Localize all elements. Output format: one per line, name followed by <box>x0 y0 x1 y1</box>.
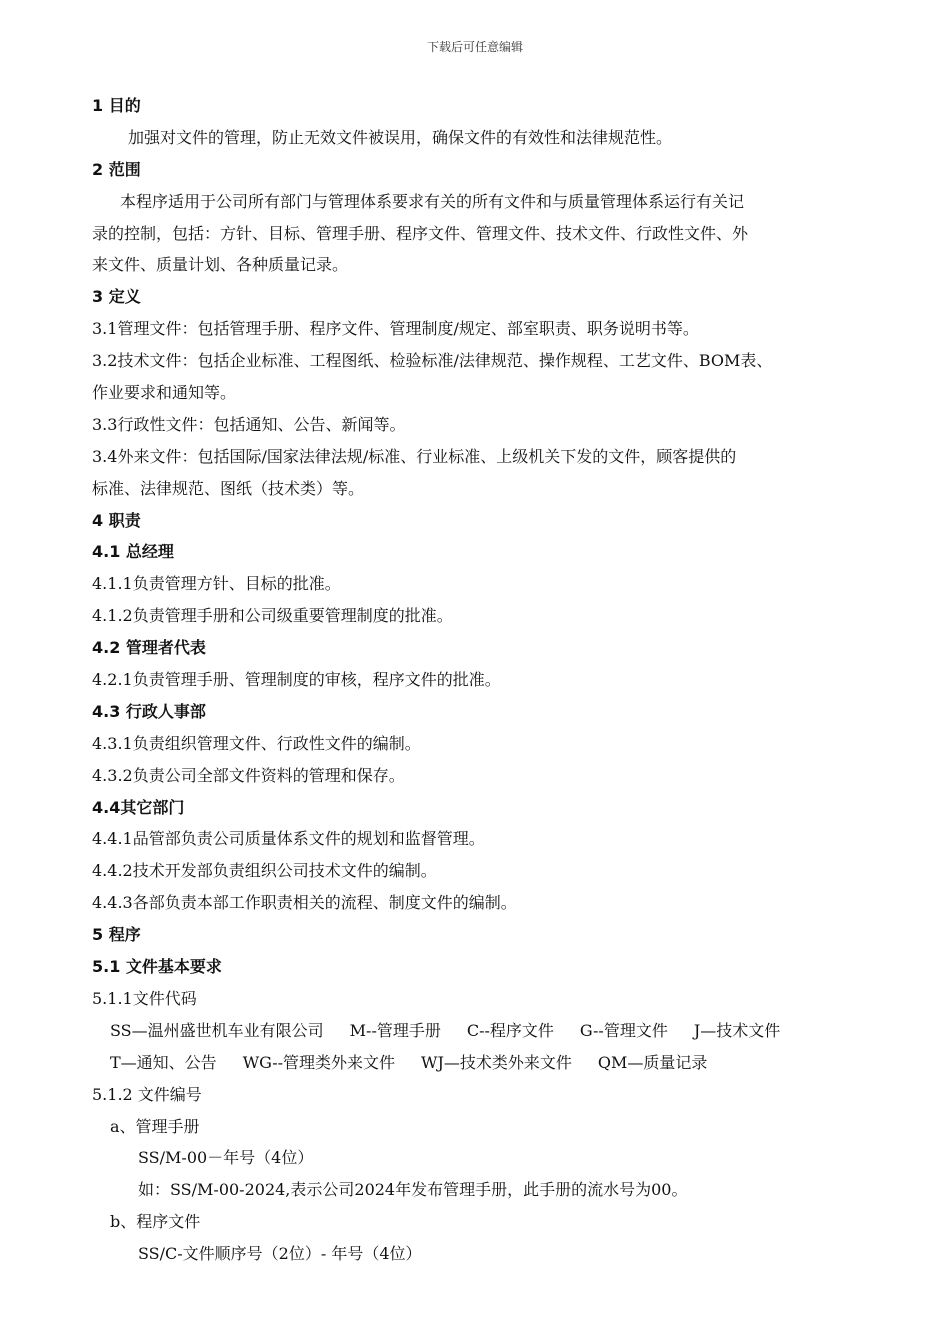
section-2-body-line-1: 本程序适用于公司所有部门与管理体系要求有关的所有文件和与质量管理体系运行有关记 <box>120 191 745 211</box>
code-wg: WG--管理类外来文件 <box>242 1052 396 1072</box>
code-g: G--管理文件 <box>579 1020 668 1040</box>
item-b-format: SS/C-文件顺序号（2位）- 年号（4位） <box>138 1244 422 1264</box>
item-4-3-2: 4.3.2负责公司全部文件资料的管理和保存。 <box>92 765 405 785</box>
code-m: M--管理手册 <box>349 1020 441 1040</box>
code-c: C--程序文件 <box>466 1020 554 1040</box>
document-body <box>92 90 892 1270</box>
section-2-body-line-2: 录的控制，包括：方针、目标、管理手册、程序文件、管理文件、技术文件、行政性文件、外 <box>92 223 749 243</box>
code-qm: QM—质量记录 <box>597 1052 708 1072</box>
code-j: J—技术文件 <box>693 1020 781 1040</box>
section-1-title: 1 目的 <box>92 96 141 115</box>
section-5-title: 5 程序 <box>92 925 141 945</box>
code-t: T—通知、公告 <box>110 1052 217 1072</box>
page-header: 下载后可任意编辑 <box>426 40 523 54</box>
item-3-2-line-2: 作业要求和通知等。 <box>92 383 237 403</box>
item-a-title: a、管理手册 <box>110 1116 200 1136</box>
section-4-title: 4 职责 <box>92 510 141 530</box>
subsection-4-3-title: 4.3 行政人事部 <box>92 701 206 721</box>
subsection-4-1-title: 4.1 总经理 <box>92 542 174 562</box>
item-4-1-1: 4.1.1负责管理方针、目标的批准。 <box>92 574 341 594</box>
item-3-1: 3.1管理文件：包括管理手册、程序文件、管理制度/规定、部室职责、职务说明书等。 <box>92 319 699 339</box>
item-5-1-2: 5.1.2 文件编号 <box>92 1084 202 1104</box>
codes-row-1 <box>92 1015 892 1047</box>
item-3-4-line-1: 3.4外来文件：包括国际/国家法律法规/标准、行业标准、上级机关下发的文件，顾客提供的 <box>92 446 737 466</box>
item-4-1-2: 4.1.2负责管理手册和公司级重要管理制度的批准。 <box>92 606 453 626</box>
item-5-1-1: 5.1.1文件代码 <box>92 988 197 1008</box>
section-1-body: 加强对文件的管理，防止无效文件被误用，确保文件的有效性和法律规范性。 <box>128 127 673 147</box>
section-3-title: 3 定义 <box>92 287 141 307</box>
item-4-2-1: 4.2.1负责管理手册、管理制度的审核，程序文件的批准。 <box>92 670 501 690</box>
item-a-example: 如：SS/M-00-2024,表示公司2024年发布管理手册，此手册的流水号为00。 <box>138 1180 688 1200</box>
item-b-title: b、程序文件 <box>110 1212 201 1232</box>
subsection-4-2-title: 4.2 管理者代表 <box>92 638 206 658</box>
item-3-4-line-2: 标准、法律规范、图纸（技术类）等。 <box>92 478 365 498</box>
item-4-4-3: 4.4.3各部负责本部工作职责相关的流程、制度文件的编制。 <box>92 893 517 913</box>
item-4-4-1: 4.4.1品管部负责公司质量体系文件的规划和监督管理。 <box>92 829 485 849</box>
subsection-5-1-title: 5.1 文件基本要求 <box>92 957 222 977</box>
item-3-3: 3.3行政性文件：包括通知、公告、新闻等。 <box>92 414 406 434</box>
item-a-format: SS/M-00－年号（4位） <box>138 1148 314 1168</box>
section-2-body-line-3: 来文件、质量计划、各种质量记录。 <box>92 255 349 275</box>
item-4-3-1: 4.3.1负责组织管理文件、行政性文件的编制。 <box>92 733 421 753</box>
item-4-4-2: 4.4.2技术开发部负责组织公司技术文件的编制。 <box>92 861 437 881</box>
code-ss: SS—温州盛世机车业有限公司 <box>110 1020 324 1040</box>
section-2-title: 2 范围 <box>92 159 141 179</box>
codes-row-2 <box>92 1047 892 1079</box>
code-wj: WJ—技术类外来文件 <box>421 1052 572 1072</box>
item-3-2-line-1: 3.2技术文件：包括企业标准、工程图纸、检验标准/法律规范、操作规程、工艺文件、BOM表、 <box>92 351 773 371</box>
subsection-4-4-title: 4.4其它部门 <box>92 797 185 817</box>
